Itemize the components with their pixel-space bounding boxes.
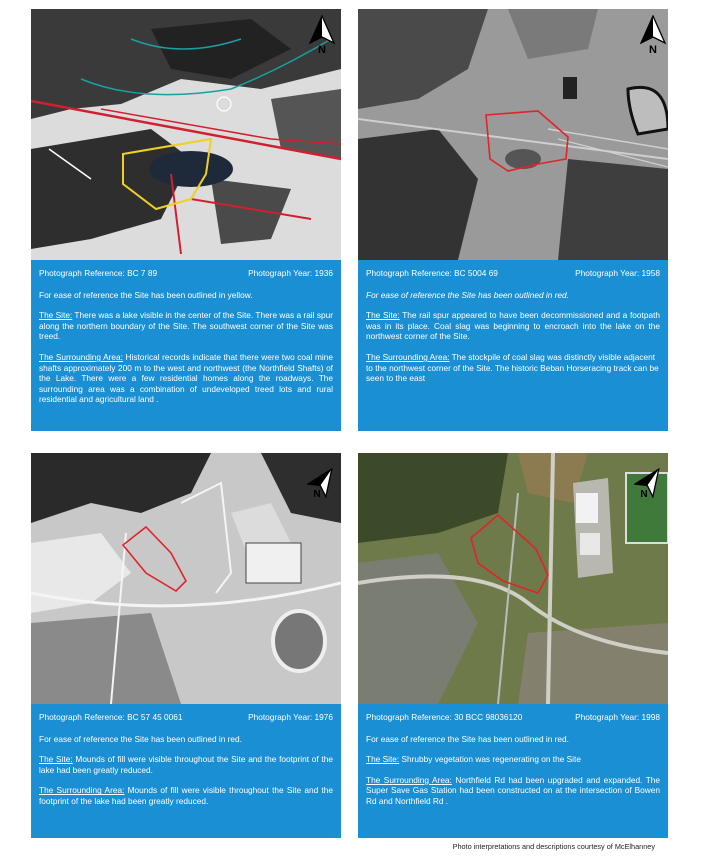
- photo-year: Photograph Year: 1958: [575, 268, 660, 278]
- intro-text: For ease of reference the Site has been outlined in red.: [39, 733, 242, 744]
- svg-text:N: N: [640, 489, 648, 500]
- north-arrow-icon: [638, 15, 668, 55]
- aerial-photo-1936: [31, 9, 341, 260]
- site-description: The Site: Shrubby vegetation was regenerating on the Site: [366, 754, 581, 765]
- north-arrow-icon: [307, 15, 337, 55]
- intro-text: For ease of reference the Site has been outlined in yellow.: [39, 289, 253, 300]
- aerial-photo-1976: [31, 453, 341, 704]
- north-arrow-icon: [634, 463, 664, 503]
- photo-reference: Photograph Reference: BC 57 45 0061: [39, 712, 183, 722]
- site-description: The Site: There was a lake visible in the center of the Site. There was a rail spur along the northern boundary of the Site. The southwest corner of the Site was treed.: [39, 310, 333, 342]
- photo-year: Photograph Year: 1936: [248, 268, 333, 278]
- photo-reference: Photograph Reference: BC 5004 69: [366, 268, 498, 278]
- caption-1936: [31, 260, 341, 431]
- svg-text:N: N: [313, 489, 321, 500]
- photo-reference: Photograph Reference: BC 7 89: [39, 268, 158, 278]
- area-description: The Surrounding Area: Mounds of fill were visible throughout the Site and the footprint of the lake had been greatly reduced.: [39, 785, 334, 807]
- intro-text: For ease of reference the Site has been outlined in red.: [366, 289, 569, 300]
- photo-year: Photograph Year: 1998: [575, 712, 660, 722]
- north-arrow-icon: [307, 463, 337, 503]
- aerial-photo-1958: [358, 9, 668, 260]
- area-description: The Surrounding Area: Historical records indicate that there were two coal mine shafts approximately 200 m to the west and northwest (the Northfield Shafts) of the Lake. There were a few residential homes along the roadways. The surrounding area was a combination of undeveloped treed lots and rural residential and agricultural land .: [39, 352, 333, 405]
- area-description: The Surrounding Area: Northfield Rd had been upgraded and expanded. The Super Save Gas Station had been constructed on at the intersection of Bowen Rd and Northfield Rd .: [366, 774, 660, 807]
- site-description: The Site: The rail spur appeared to have been decommissioned and a footpath was in its place. Coal slag was beginning to encroach into the lake on the northwest corner of the Site.: [366, 310, 660, 342]
- photo-reference: Photograph Reference: 30 BCC 98036120: [366, 712, 523, 722]
- area-description: The Surrounding Area: The stockpile of coal slag was distinctly visible adjacent to the northwest corner of the Site. The historic Beban Horseracing track can be seen to the east: [366, 352, 659, 384]
- caption-1958: [358, 260, 668, 431]
- photo-year: Photograph Year: 1976: [248, 712, 333, 722]
- svg-text:N: N: [649, 44, 657, 55]
- photo-credit: Photo interpretations and descriptions courtesy of McElhanney: [452, 842, 655, 851]
- caption-1976: [31, 704, 341, 838]
- site-description: The Site: Mounds of fill were visible throughout the Site and the footprint of the lake had been greatly reduced.: [39, 754, 333, 775]
- aerial-photo-1998: [358, 453, 668, 704]
- svg-text:N: N: [318, 44, 326, 55]
- intro-text: For ease of reference the Site has been outlined in red.: [366, 733, 569, 744]
- caption-1998: [358, 704, 668, 838]
